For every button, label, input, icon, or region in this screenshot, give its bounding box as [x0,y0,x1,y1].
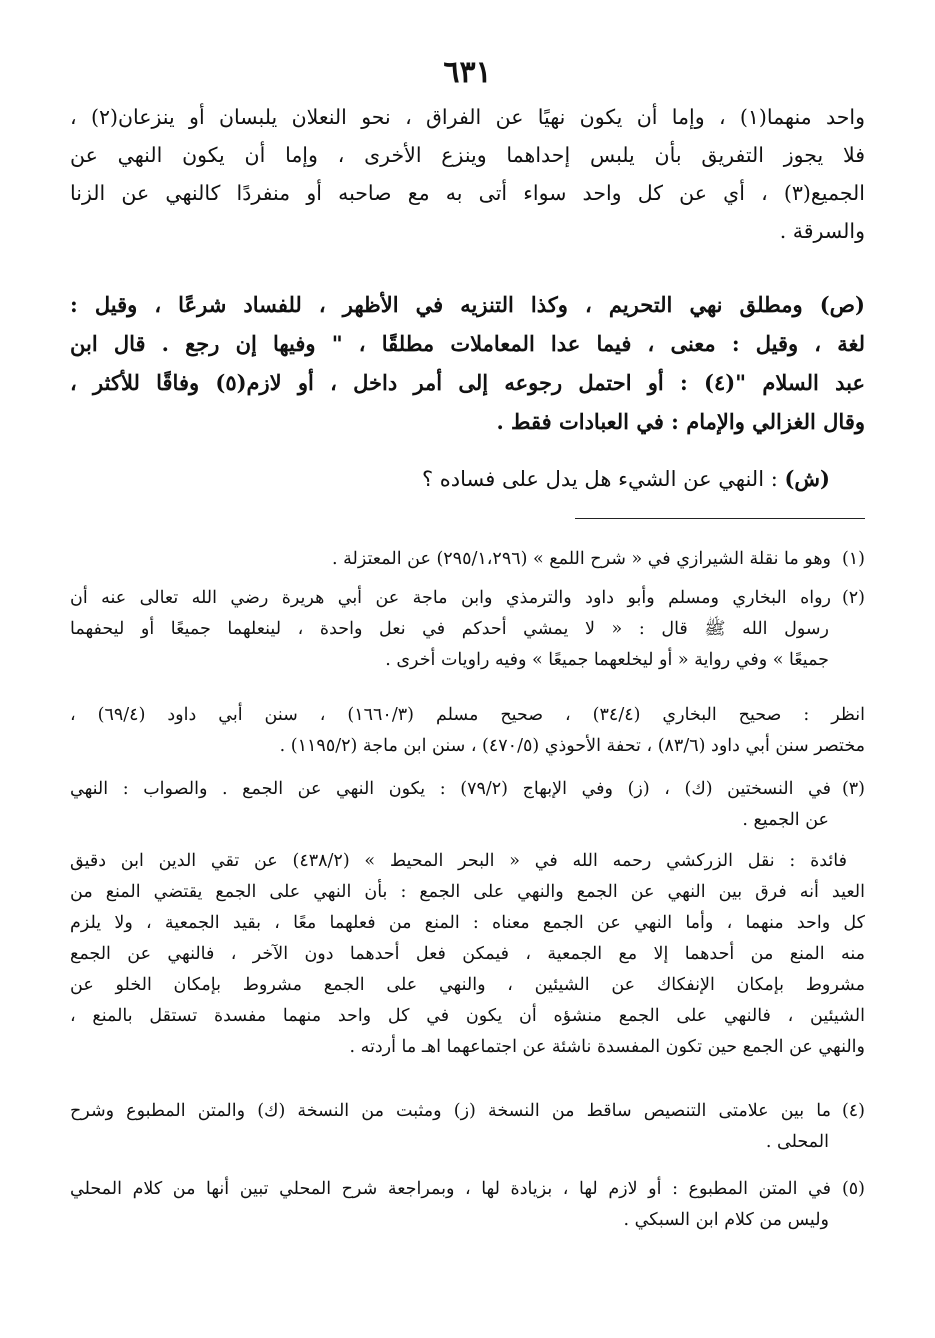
footnote-faida [70,846,865,1063]
commentary-line: فلا يجوز التفريق بأن يلبس إحداهما وينزع الأخرى ، وإما أن يكون النهي عن [70,143,865,167]
footnote-5 [70,1174,865,1236]
sharh-text: : النهي عن الشيء هل يدل على فساده ؟ [421,467,778,491]
footnote-4 [70,1096,865,1158]
footnote-line: العيد أنه فرق بين النهي عن الجمع والنهي على الجمع : بأن النهي على الجمع يقتضي المنع من [70,882,865,902]
footnote-line: مشروط بإمكان الإنفكاك عن الشيئين ، والنهي على الجمع مشروط بإمكان الخلو عن [70,975,865,995]
footnote-line: وليس من كلام ابن السبكي . [623,1210,829,1230]
footnote-number: (٥) [841,1179,865,1199]
footnote-line: وهو ما نقلة الشيرازي في « شرح اللمع » (٢٩٥/١،٢٩٦) عن المعتزلة . [332,549,831,569]
footnote-line: والنهي عن الجمع حين تكون المفسدة ناشئة عن اجتماعهما اهـ ما أردته . [349,1037,865,1057]
footnote-line: مختصر سنن أبي داود (٨٣/٦) ، تحفة الأحوذي (٤٧٠/٥) ، سنن ابن ماجة (١١٩٥/٢) . [279,736,865,756]
footnote-2 [70,583,865,676]
footnote-line: ما بين علامتى التنصيص ساقط من النسخة (ز) ومثبت من النسخة (ك) والمتن المطبوع وشرح [70,1101,831,1121]
footnote-line: رسول الله ﷺ قال : « لا يمشي أحدكم في نعل واحدة ، لينعلهما جميعًا أو ليحفهما [70,619,829,639]
footnote-number: (٢) [841,588,865,608]
footnote-1 [70,544,865,575]
matn-line: عبد السلام "(٤) : أو احتمل رجوعه إلى أمر داخل ، أو لازم(٥) وفاقًا للأكثر ، [70,370,865,395]
commentary-line: والسرقة . [779,219,865,243]
footnote-line: جميعًا » وفي رواية « أو ليخلعهما جميعًا » وفيه راويات أخرى . [385,650,829,670]
footnote-line: في النسختين (ك) ، (ز) وفي الإبهاج (٧٩/٢) : يكون النهي عن الجمع . والصواب : النهي [70,779,831,799]
footnote-line: منه المنع من أحدهما إلا مع الجمعية ، فيمكن فعل أحدهما دون الآخر ، فالنهي عن الجمع [70,944,865,964]
matn-line: وقال الغزالي والإمام : في العبادات فقط . [496,409,865,434]
commentary-line: الجميع(٣) ، أي عن كل واحد سواء أتى به مع صاحبه أو منفردًا كالنهي عن الزنا [70,181,865,205]
footnote-line: رواه البخاري ومسلم وأبو داود والترمذي وابن ماجة عن أبي هريرة رضي الله تعالى عنه أن [70,588,831,608]
footnote-divider [575,518,865,519]
footnote-number: (٤) [841,1101,865,1121]
footnote-2-references [70,700,865,762]
footnote-line: كل واحد منهما ، وأما النهي عن الجمع معناه : المنع من فعلهما معًا ، بقيد الجمعية ، ولا يلزم [70,913,865,933]
footnote-number: (١) [841,549,865,569]
footnote-line: فائدة : نقل الزركشي رحمه الله في « البحر المحيط » (٤٣٨/٢) عن تقي الدين ابن دقيق [70,851,847,871]
footnote-3 [70,774,865,836]
footnote-line: في المتن المطبوع : أو لازم لها ، بزيادة لها ، وبمراجعة شرح المحلي تبين أنها من كلام المحلي [70,1179,831,1199]
page-number: ٦٣١ [443,55,492,90]
commentary-paragraph [70,98,865,250]
matn-line: (ص) ومطلق نهي التحريم ، وكذا التنزيه في الأظهر ، للفساد شرعًا ، وقيل : [70,292,865,317]
commentary-line: واحد منهما(١) ، وإما أن يكون نهيًا عن الفراق ، نحو النعلان يلبسان أو ينزعان(٢) ، [70,105,865,129]
matn-paragraph [70,285,865,441]
footnote-line: المحلى . [765,1132,829,1152]
footnote-line: انظر : صحيح البخاري (٣٤/٤) ، صحيح مسلم (١٦٦٠/٣) ، سنن أبي داود (٦٩/٤) ، [70,705,865,725]
sharh-line [70,460,830,498]
footnote-number: (٣) [841,779,865,799]
matn-line: لغة ، وقيل : معنى ، فيما عدا المعاملات مطلقًا ، " وفيها إن رجع . قال ابن [70,331,865,356]
footnote-line: الشيئين ، فالنهي على الجمع منشؤه أن يكون في كل واحد منهما مفسدة تستقل بالمنع ، [70,1006,865,1026]
sharh-marker: (ش) [784,466,830,491]
footnote-line: عن الجميع . [742,810,829,830]
